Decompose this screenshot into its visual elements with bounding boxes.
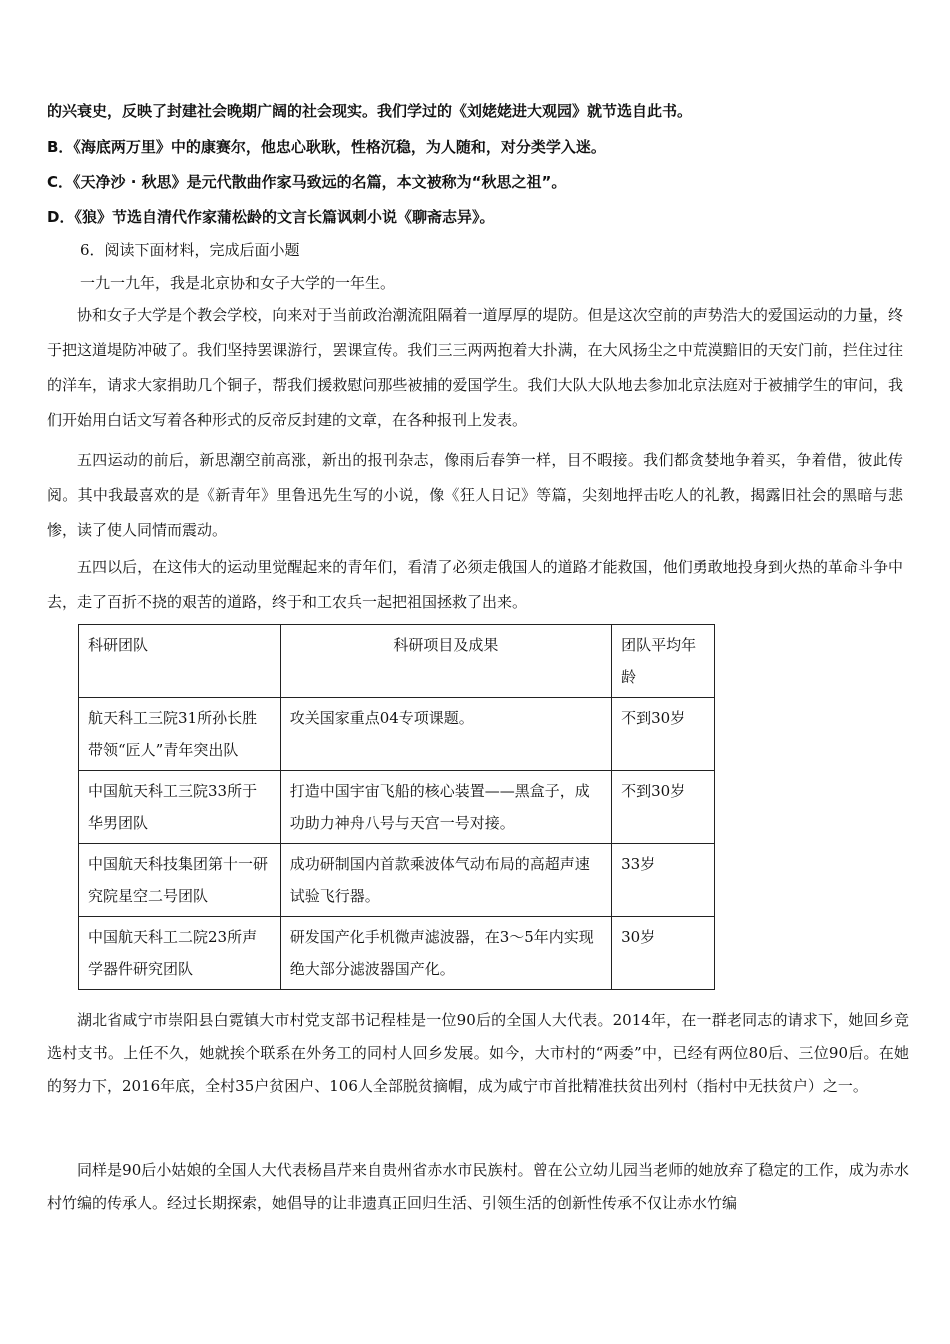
passage-paragraph-3: 五四运动的前后，新思潮空前高涨，新出的报刊杂志，像雨后春笋一样，目不暇接。我们都贪婪地争着买，争着借，彼此传阅。其中我最喜欢的是《新青年》里鲁迅先生写的小说，像《狂人日记》等篇，尖刻地抨击吃人的礼教，揭露旧社会的黑暗与悲惨，读了使人同情而震动。 <box>47 451 903 539</box>
option-b: B．《海底两万里》中的康赛尔，他忠心耿耿，性格沉稳，为人随和，对分类学入迷。 <box>47 138 606 156</box>
table-row <box>79 917 715 990</box>
table-row <box>79 698 715 771</box>
option-d: D．《狼》节选自清代作家蒲松龄的文言长篇讽刺小说《聊斋志异》。 <box>47 208 495 226</box>
option-a-continuation: 的兴衰史，反映了封建社会晚期广阔的社会现实。我们学过的《刘姥姥进大观园》就节选自此书。 <box>47 102 693 120</box>
passage-paragraph-2: 协和女子大学是个教会学校，向来对于当前政治潮流阻隔着一道厚厚的堤防。但是这次空前的声势浩大的爱国运动的力量，终于把这道堤防冲破了。我们坚持罢课游行，罢课宣传。我们三三两两抱着大扑满，在大风扬尘之中荒漠黯旧的天安门前，拦住过往的洋车，请求大家捐助几个铜子，帮我们援救慰问那些被捕的爱国学生。我们大队大队地去参加北京法庭对于被捕学生的审问，我们开始用白话文写着各种形式的反帝反封建的文章，在各种报刊上发表。 <box>47 306 903 429</box>
table-cell: 不到30岁 <box>612 698 715 771</box>
table-header-cell: 团队平均年龄 <box>612 625 715 698</box>
table-cell: 33岁 <box>612 844 715 917</box>
table-cell: 研发国产化手机微声滤波器，在3～5年内实现绝大部分滤波器国产化。 <box>280 917 611 990</box>
table-cell: 打造中国宇宙飞船的核心装置——黑盒子，成功助力神舟八号与天宫一号对接。 <box>280 771 611 844</box>
table-header-cell: 科研项目及成果 <box>280 625 611 698</box>
option-c: C．《天净沙 · 秋思》是元代散曲作家马致远的名篇，本文被称为“秋思之祖”。 <box>47 173 567 191</box>
table-cell: 不到30岁 <box>612 771 715 844</box>
table-cell: 中国航天科技集团第十一研究院星空二号团队 <box>79 844 281 917</box>
table-header-row <box>79 625 715 698</box>
table-cell: 中国航天科工二院23所声学器件研究团队 <box>79 917 281 990</box>
table-cell: 航天科工三院31所孙长胜带领“匠人”青年突出队 <box>79 698 281 771</box>
table-header-cell: 科研团队 <box>79 625 281 698</box>
table-cell: 攻关国家重点04专项课题。 <box>280 698 611 771</box>
table-row <box>79 844 715 917</box>
question-title: 6．阅读下面材料，完成后面小题 <box>80 241 300 259</box>
table-cell: 30岁 <box>612 917 715 990</box>
table-cell: 中国航天科工三院33所于华男团队 <box>79 771 281 844</box>
research-team-table <box>78 624 715 990</box>
material-paragraph-1: 湖北省咸宁市崇阳县白霓镇大市村党支部书记程桂是一位90后的全国人大代表。2014年，在一群老同志的请求下，她回乡竞选村支书。上任不久，她就挨个联系在外务工的同村人回乡发展。如今，大市村的“两委”中，已经有两位80后、三位90后。在她的努力下，2016年底，全村35户贫困户、106人全部脱贫摘帽，成为咸宁市首批精准扶贫出列村（指村中无扶贫户）之一。 <box>47 1011 909 1095</box>
table-cell: 成功研制国内首款乘波体气动布局的高超声速试验飞行器。 <box>280 844 611 917</box>
passage-paragraph-1: 一九一九年，我是北京协和女子大学的一年生。 <box>80 274 396 292</box>
table-row <box>79 771 715 844</box>
material-paragraph-2: 同样是90后小姑娘的全国人大代表杨昌芹来自贵州省赤水市民族村。曾在公立幼儿园当老师的她放弃了稳定的工作，成为赤水村竹编的传承人。经过长期探索，她倡导的让非遗真正回归生活、引领生活的创新性传承不仅让赤水竹编 <box>47 1161 909 1212</box>
passage-paragraph-4: 五四以后，在这伟大的运动里觉醒起来的青年们，看清了必须走俄国人的道路才能救国，他们勇敢地投身到火热的革命斗争中去，走了百折不挠的艰苦的道路，终于和工农兵一起把祖国拯救了出来。 <box>47 558 903 611</box>
